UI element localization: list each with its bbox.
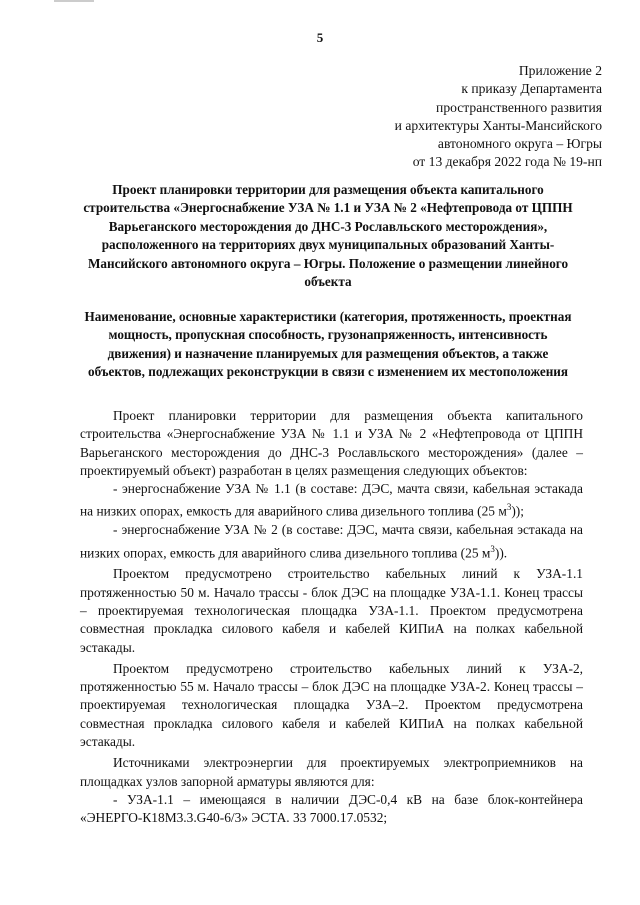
page-number: 5	[316, 30, 324, 45]
appendix-line: пространственного развития	[436, 99, 602, 115]
appendix-line: автономного округа – Югры	[437, 136, 602, 152]
superscript: 3	[506, 502, 512, 513]
bullet-text: - энергоснабжение УЗА № 1.1 (в составе: ДЭС, мачта связи, кабельная эстакада на низких опорах, емкость для аварийного слива дизельного топлива (25 м	[80, 481, 583, 519]
section-heading: Наименование, основные характеристики (категория, протяженность, проектная мощность, пропускная способность, грузонапряженность, интенсивность движения) и назначение планируемых для размещения объектов, а также объектов, подлежащих реконструкции в связи с изменением их местоположения	[84, 309, 572, 380]
scan-artifact	[54, 0, 94, 2]
bullet-uza-2	[80, 521, 583, 562]
document-title: Проект планировки территории для размещения объекта капитального строительства «Энергоснабжение УЗА № 1.1 и УЗА № 2 «Нефтепровода от ЦППН Варьеганского месторождения до ДНС-3 Рославльского месторождения», расположенного на территориях двух муниципальных образований Ханты-Мансийского автономного округа – Югры. Положение о размещении линейного объекта	[83, 182, 573, 290]
bullet-power-uza-1-1: - УЗА-1.1 – имеющаяся в наличии ДЭС-0,4 кВ на базе блок-контейнера «ЭНЕРГО-К18М3.3.G40-6/3» ЭСТА. 33 7000.17.0532;	[80, 791, 583, 826]
appendix-line: к приказу Департамента	[461, 81, 602, 97]
bullet-uza-1-1	[80, 480, 583, 521]
appendix-line: Приложение 2	[518, 63, 602, 78]
bullet-text: - энергоснабжение УЗА № 2 (в составе: ДЭС, мачта связи, кабельная эстакада на низких опорах, емкость для аварийного слива дизельного топлива (25 м	[80, 522, 583, 561]
paragraph-power-sources: Источниками электроэнергии для проектируемых электроприемников на площадках узлов запорной арматуры являются для:	[80, 755, 583, 789]
bullet-text-end: ));	[511, 503, 524, 519]
paragraph-cable-uza-2: Проектом предусмотрено строительство кабельных линий к УЗА-2, протяженностью 55 м. Начало трассы – блок ДЭС на площадке УЗА-2. Конец трассы – проектируемая технологическая площадка УЗА–2. Проектом предусмотрена совместная прокладка силового кабеля и кабелей КИПиА на полках кабельной эстакады.	[80, 660, 583, 749]
paragraph-intro: Проект планировки территории для размещения объекта капитального строительства «Энергоснабжение УЗА № 1.1 и УЗА № 2 «Нефтепровода от ЦППН Варьеганского месторождения до ДНС-3 Рославльского месторождения» (далее – проектируемый объект) разработан в целях размещения следующих объектов:	[80, 408, 583, 478]
appendix-line: и архитектуры Ханты-Мансийского	[394, 117, 602, 133]
appendix-header	[395, 62, 602, 172]
appendix-line: от 13 декабря 2022 года № 19-нп	[412, 154, 602, 170]
paragraph-cable-uza-1-1: Проектом предусмотрено строительство кабельных линий к УЗА-1.1 протяженностью 50 м. Начало трассы - блок ДЭС на площадке УЗА-1.1. Конец трассы – проектируемая технологическая площадка УЗА-1.1. Проектом предусмотрена совместная прокладка силового кабеля и кабелей КИПиА на полках кабельной эстакады.	[80, 566, 583, 655]
superscript: 3	[490, 543, 495, 554]
document-body	[80, 407, 583, 827]
bullet-text-end: )).	[494, 545, 508, 561]
